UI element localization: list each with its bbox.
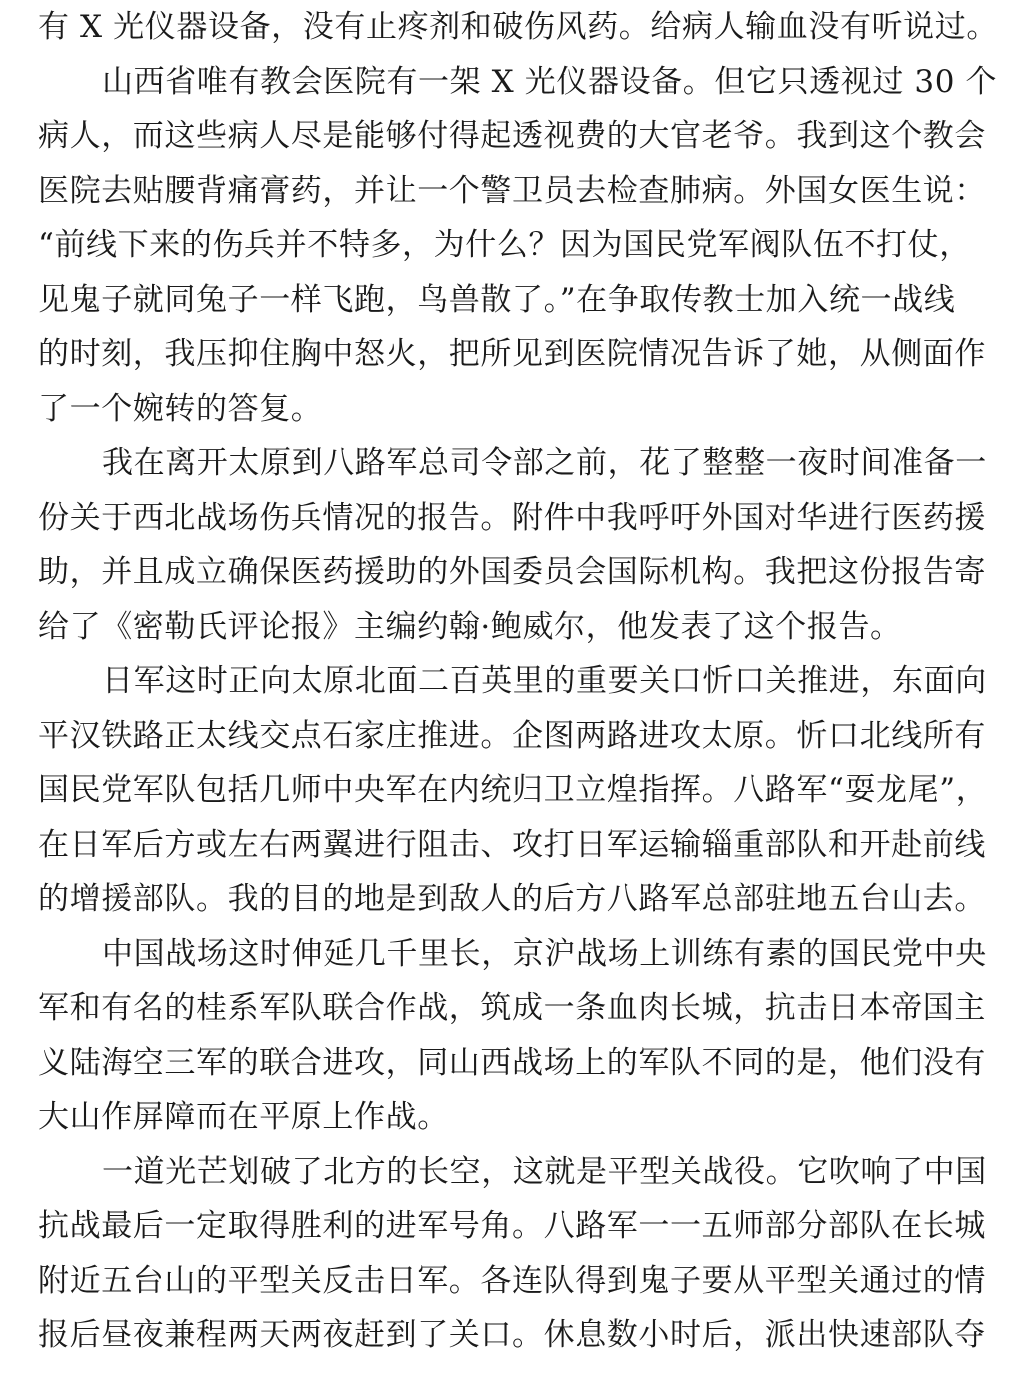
text-line: 国民党军队包括几师中央军在内统归卫立煌指挥。八路军“耍龙尾”，: [38, 772, 988, 808]
text-line: 抗战最后一定取得胜利的进军号角。八路军一一五师部分部队在长城: [38, 1208, 986, 1244]
document-page: [38, 0, 998, 1363]
text-line: 山西省唯有教会医院有一架 X 光仪器设备。但它只透视过 30 个: [102, 63, 998, 100]
text-line: 了一个婉转的答复。: [38, 390, 323, 427]
text-line: 大山作屏障而在平原上作战。: [38, 1099, 449, 1135]
text-line: 给了《密勒氏评论报》主编约翰·鲍威尔，他发表了这个报告。: [38, 608, 902, 645]
text-line: 中国战场这时伸延几千里长，京沪战场上训练有素的国民党中央: [102, 935, 987, 972]
text-line: 的增援部队。我的目的地是到敌人的后方八路军总部驻地五台山去。: [38, 881, 986, 917]
text-line: 义陆海空三军的联合进攻，同山西战场上的军队不同的是，他们没有: [38, 1044, 986, 1081]
text-line: 份关于西北战场伤兵情况的报告。附件中我呼吁外国对华进行医药援: [38, 499, 986, 536]
text-line: 的时刻，我压抑住胸中怒火，把所见到医院情况告诉了她，从侧面作: [38, 336, 986, 372]
text-line: 附近五台山的平型关反击日军。各连队得到鬼子要从平型关通过的情: [38, 1262, 986, 1299]
text-line: 报后昼夜兼程两天两夜赶到了关口。休息数小时后，派出快速部队夺: [38, 1317, 986, 1353]
text-line: 助，并且成立确保医药援助的外国委员会国际机构。我把这份报告寄: [38, 554, 986, 590]
text-line: “前线下来的伤兵并不特多，为什么？因为国民党军阀队伍不打仗，: [38, 227, 971, 263]
text-line: 我在离开太原到八路军总司令部之前，花了整整一夜时间准备一: [102, 445, 987, 481]
text-line: 军和有名的桂系军队联合作战，筑成一条血肉长城，抗击日本帝国主: [38, 990, 986, 1026]
text-line: 日军这时正向太原北面二百英里的重要关口忻口关推进，东面向: [102, 663, 987, 699]
text-line: 医院去贴腰背痛膏药，并让一个警卫员去检查肺病。外国女医生说：: [38, 172, 986, 209]
text-line: 一道光芒划破了北方的长空，这就是平型关战役。它吹响了中国: [102, 1153, 987, 1190]
text-line: 平汉铁路正太线交点石家庄推进。企图两路进攻太原。忻口北线所有: [38, 717, 986, 754]
text-line: 见鬼子就同兔子一样飞跑，鸟兽散了。”在争取传教士加入统一战线: [38, 281, 956, 318]
text-line: 在日军后方或左右两翼进行阻击、攻打日军运输辎重部队和开赴前线: [38, 826, 986, 863]
text-line: 有 X 光仪器设备，没有止疼剂和破伤风药。给病人输血没有听说过。: [38, 9, 998, 45]
text-line: 病人，而这些病人尽是能够付得起透视费的大官老爷。我到这个教会: [38, 118, 986, 154]
